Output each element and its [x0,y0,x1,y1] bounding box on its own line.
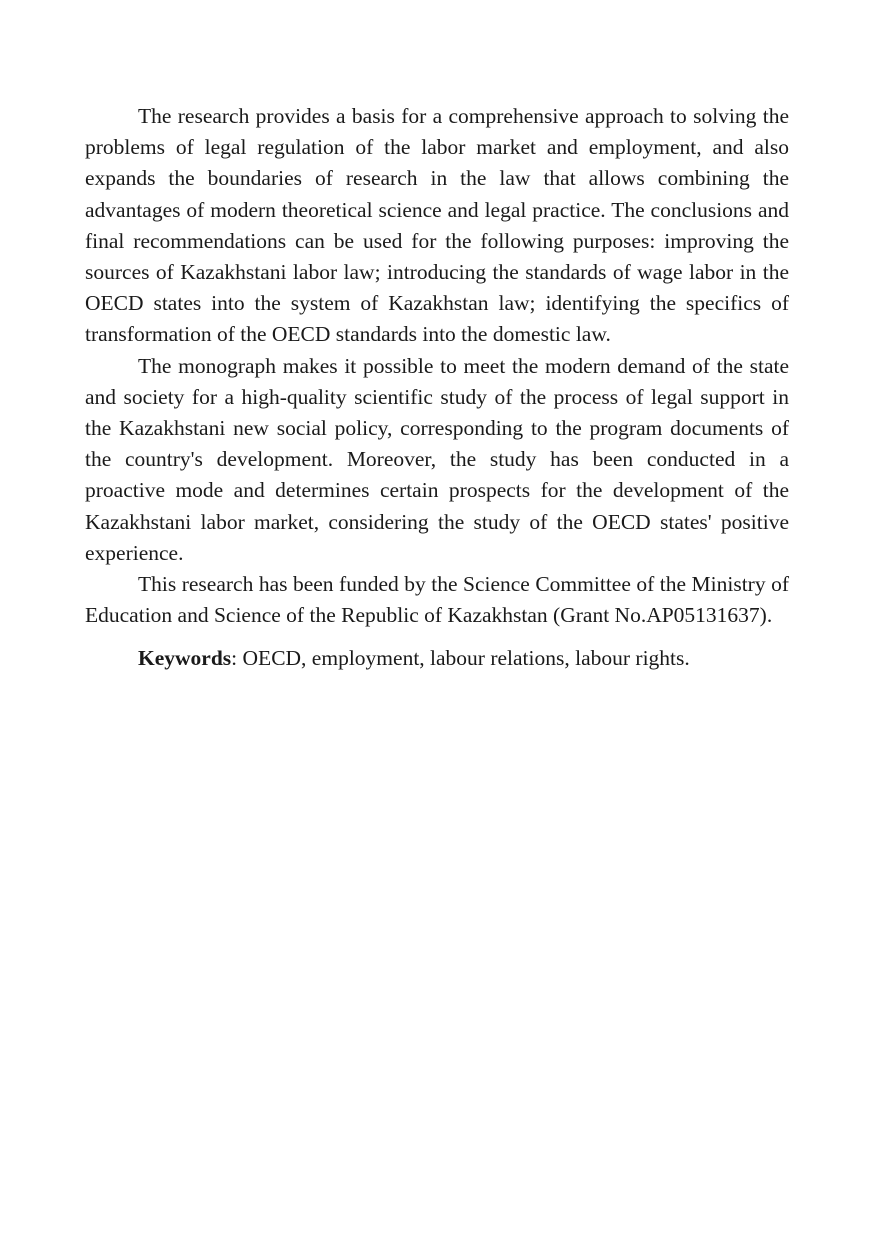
paragraph-monograph: The monograph makes it possible to meet the modern demand of the state and society for a high-quality scientific study of the process of legal support in the Kazakhstani new social policy, corresponding to the program documents of the country's development. Moreover, the study has been conducted in a proactive mode and determines certain prospects for the development of the Kazakhstani labor market, considering the study of the OECD states' positive experience. [85,353,789,565]
keywords-text: OECD, employment, labour relations, labour rights. [242,646,690,671]
keywords-separator: : [231,646,243,671]
keywords-label: Keywords [138,646,232,671]
paragraph-funding: This research has been funded by the Science Committee of the Ministry of Education and Science of the Republic of Kazakhstan (Grant No.AP05131637). [85,572,789,628]
paragraph-research-basis: The research provides a basis for a comprehensive approach to solving the problems of legal regulation of the labor market and employment, and also expands the boundaries of research in the law that allows combining the advantages of modern theoretical science and legal practice. The conclusions and final recommendations can be used for the following purposes: improving the sources of Kazakhstani labor law; introducing the standards of wage labor in the OECD states into the system of Kazakhstan law; identifying the specifics of transformation of the OECD standards into the domestic law. [85,104,789,347]
document-page [85,101,789,675]
keywords-line [85,643,789,674]
